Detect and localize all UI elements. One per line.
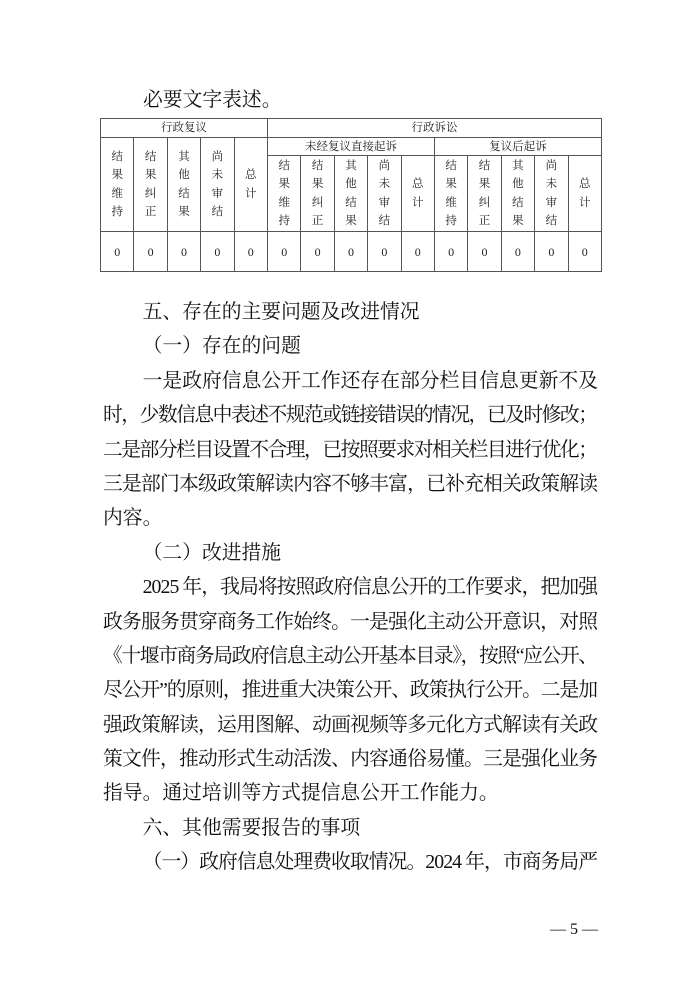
- table-header-suit-after-review: 复议后起诉: [434, 138, 601, 156]
- paragraph-text: 三是部门本级政策解读内容不够丰富，已补充相关政策解读: [103, 472, 598, 495]
- paragraph-text: 二是部分栏目设置不合理，已按照要求对相关栏目进行优化；: [103, 438, 597, 461]
- paragraph-text: 政务服务贯穿商务工作始终。一是强化主动公开意识，对照: [103, 610, 598, 633]
- column-header-label: 结果维持: [445, 159, 457, 227]
- section-heading: [103, 811, 598, 845]
- table-header-admin-litigation: 行政诉讼: [268, 119, 602, 138]
- column-header-label: 其他结果: [512, 159, 524, 227]
- table-value-cell: 0: [234, 232, 267, 272]
- paragraph-text: 《十堰市商务局政府信息主动公开基本目录》，按照“应公开、: [103, 644, 597, 667]
- table-column-header: [101, 138, 134, 232]
- column-header-label: 总计: [412, 178, 424, 209]
- page-number: — 5 —: [550, 921, 598, 938]
- paragraph-text: 策文件，推动形式生动活泼、内容通俗易懂。三是强化业务: [103, 748, 598, 771]
- table-column-header: [167, 138, 200, 232]
- table-value-cell: 0: [101, 232, 134, 272]
- table-column-header: [134, 138, 167, 232]
- paragraph-text: 时，少数信息中表述不规范或链接错误的情况，已及时修改；: [103, 404, 597, 427]
- paragraph-line: [103, 467, 598, 501]
- table-value-cell: 0: [568, 232, 602, 272]
- table-value-cell: 0: [535, 232, 568, 272]
- paragraph-line: [103, 639, 598, 673]
- subsection-heading: [103, 329, 598, 363]
- table-column-header: [434, 156, 467, 232]
- column-header-label: 结果维持: [111, 150, 123, 218]
- column-header-label: 其他结果: [178, 150, 190, 218]
- table-column-header: [468, 156, 501, 232]
- table-column-header: [234, 138, 267, 232]
- column-header-label: 总计: [245, 169, 257, 200]
- column-header-label: 其他结果: [345, 159, 357, 227]
- table-header-direct-suit: 未经复议直接起诉: [268, 138, 435, 156]
- continuation-line: 必要文字表述。: [143, 89, 282, 111]
- table-value-cell: 0: [268, 232, 301, 272]
- column-header-label: 尚未审结: [378, 159, 391, 227]
- table-value-cell: 0: [401, 232, 434, 272]
- table-value-cell: 0: [368, 232, 401, 272]
- column-header-label: 结果纠正: [311, 159, 324, 227]
- subsection-heading: [103, 536, 598, 570]
- table-value-cell: 0: [134, 232, 167, 272]
- table-value-cell: 0: [501, 232, 534, 272]
- paragraph-line: [103, 742, 598, 776]
- subsection-heading-text: （一）存在的问题: [142, 334, 301, 358]
- table-column-header: [401, 156, 434, 232]
- paragraph-line: [103, 708, 598, 742]
- paragraph-text: 尽公开”的原则，推进重大决策公开、政策执行公开。二是加: [103, 679, 597, 702]
- column-header-label: 结果纠正: [144, 150, 157, 218]
- paragraph-line: [103, 776, 598, 810]
- paragraph-line: [103, 433, 598, 467]
- table-column-header: [268, 156, 301, 232]
- table-header-admin-review: 行政复议: [101, 119, 268, 138]
- table-value-cell: 0: [434, 232, 467, 272]
- subsection-heading-text: （一）政府信息处理费收取情况。: [142, 850, 426, 874]
- paragraph-line-content: [143, 851, 597, 873]
- document-body: [103, 295, 598, 880]
- paragraph-text: 一是政府信息公开工作还存在部分栏目信息更新不及: [142, 369, 598, 392]
- table-column-header: [568, 156, 602, 232]
- paragraph-text: 强政策解读，运用图解、动画视频等多元化方式解读有关政: [103, 713, 598, 736]
- section-heading: [103, 295, 598, 329]
- table-column-header: [501, 156, 534, 232]
- paragraph-text: 内容。: [103, 507, 163, 530]
- review-litigation-table: [100, 118, 602, 272]
- table-value-cell: 0: [201, 232, 234, 272]
- section-heading-text: 五、存在的主要问题及改进情况: [142, 300, 420, 323]
- table-column-header: [201, 138, 234, 232]
- paragraph-line: [103, 605, 598, 639]
- subsection-heading-text: （二）改进措施: [142, 540, 282, 564]
- paragraph-line: [103, 845, 598, 879]
- paragraph-line: [103, 673, 598, 707]
- table-value-cell: 0: [334, 232, 367, 272]
- column-header-label: 总计: [579, 178, 591, 209]
- paragraph-text: 指导。通过培训等方式提信息公开工作能力。: [103, 782, 499, 805]
- section-heading-text: 六、其他需要报告的事项: [142, 815, 361, 839]
- table-column-header: [334, 156, 367, 232]
- paragraph-line: [103, 501, 598, 535]
- paragraph-text: 2025 年，我局将按照政府信息公开的工作要求，把加强: [142, 576, 598, 599]
- paragraph-line: [103, 364, 598, 398]
- paragraph-line: [103, 570, 598, 604]
- column-header-label: 尚未审结: [545, 159, 558, 227]
- table-column-header: [535, 156, 568, 232]
- column-header-label: 结果纠正: [478, 159, 491, 227]
- paragraph-text: 2024 年，市商务局严: [425, 851, 598, 874]
- paragraph-line: [103, 398, 598, 432]
- table-value-cell: 0: [301, 232, 334, 272]
- table-value-cell: 0: [468, 232, 501, 272]
- table-column-header: [368, 156, 401, 232]
- table-column-header: [301, 156, 334, 232]
- column-header-label: 结果维持: [278, 159, 290, 227]
- table-value-cell: 0: [167, 232, 200, 272]
- column-header-label: 尚未审结: [211, 150, 224, 218]
